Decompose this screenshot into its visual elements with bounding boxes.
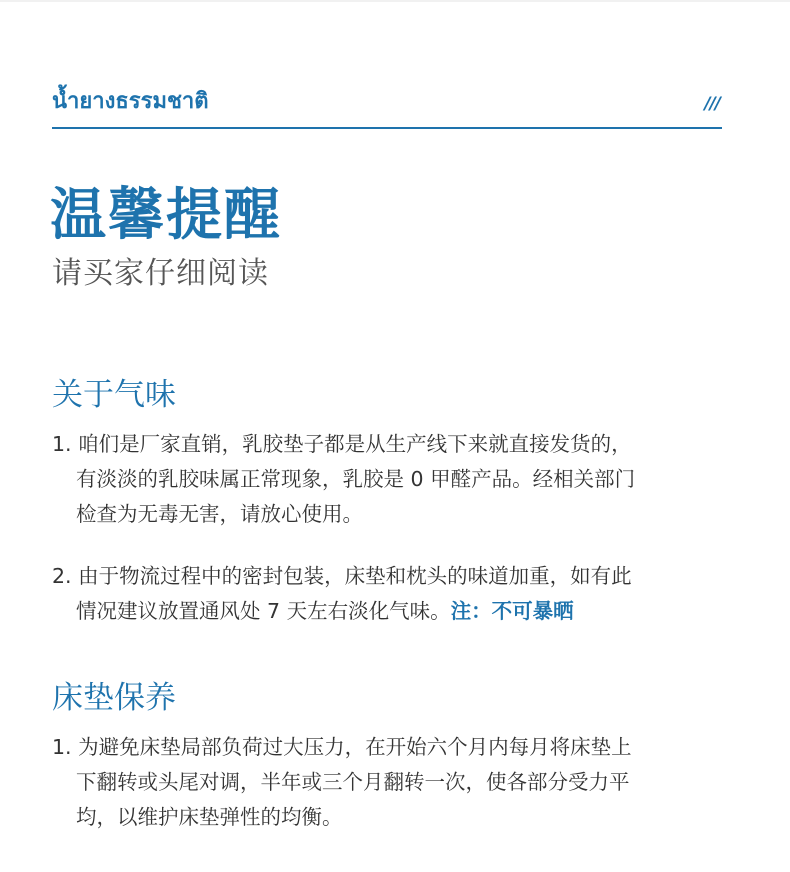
item-line: 有淡淡的乳胶味属正常现象，乳胶是 0 甲醛产品。经相关部门 xyxy=(76,467,636,491)
page-subtitle: 请买家仔细阅读 xyxy=(52,256,269,291)
item-line-with-note xyxy=(52,594,727,629)
list-item xyxy=(52,730,727,835)
list-item xyxy=(52,559,727,629)
slash-decoration-icon: /// xyxy=(704,94,720,114)
item-line: 2. 由于物流过程中的密封包装，床垫和枕头的味道加重，如有此 xyxy=(52,564,632,588)
item-line: 下翻转或头尾对调，半年或三个月翻转一次，使各部分受力平 xyxy=(76,770,630,794)
page-header xyxy=(52,86,722,126)
top-divider xyxy=(0,0,790,2)
item-line: 情况建议放置通风处 7 天左右淡化气味。 xyxy=(76,599,451,623)
item-line: 1. 咱们是厂家直销，乳胶垫子都是从生产线下来就直接发货的， xyxy=(52,432,632,456)
warning-note: 注：不可暴晒 xyxy=(450,599,574,623)
list-item xyxy=(52,427,727,532)
section-heading-odor: 关于气味 xyxy=(52,377,176,413)
section-heading-mattress-care: 床垫保养 xyxy=(52,680,176,716)
brand-name: น้ำยางธรรมชาติ xyxy=(52,89,209,114)
item-line: 均，以维护床垫弹性的均衡。 xyxy=(76,805,343,829)
item-line: 1. 为避免床垫局部负荷过大压力，在开始六个月内每月将床垫上 xyxy=(52,735,632,759)
item-line: 检查为无毒无害，请放心使用。 xyxy=(76,502,363,526)
header-divider xyxy=(52,127,722,129)
page-title: 温馨提醒 xyxy=(50,183,282,248)
